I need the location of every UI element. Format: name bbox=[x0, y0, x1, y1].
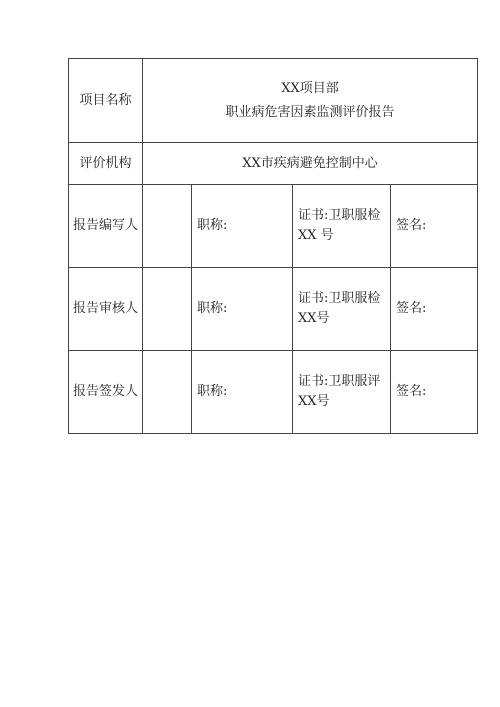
report-issuer-blank bbox=[143, 351, 192, 434]
report-reviewer-blank bbox=[143, 268, 192, 351]
report-writer-signature: 签名: bbox=[391, 185, 478, 268]
report-reviewer-title: 职称: bbox=[192, 268, 293, 351]
report-issuer-title: 职称: bbox=[192, 351, 293, 434]
report-issuer-row bbox=[69, 351, 478, 434]
report-writer-title: 职称: bbox=[192, 185, 293, 268]
project-name-line2: 职业病危害因素监测评价报告 bbox=[225, 104, 395, 120]
evaluation-org-value: XX市疾病避免控制中心 bbox=[143, 143, 478, 185]
report-writer-blank bbox=[143, 185, 192, 268]
report-issuer-label: 报告签发人 bbox=[69, 351, 143, 434]
project-name-label: 项目名称 bbox=[69, 59, 143, 143]
report-reviewer-signature: 签名: bbox=[391, 268, 478, 351]
report-reviewer-cert-line2: XX号 bbox=[298, 311, 330, 326]
evaluation-org-label: 评价机构 bbox=[69, 143, 143, 185]
report-issuer-signature: 签名: bbox=[391, 351, 478, 434]
project-name-row bbox=[69, 59, 478, 143]
report-writer-row bbox=[69, 185, 478, 268]
report-writer-cert-line2: XX 号 bbox=[298, 228, 334, 243]
report-writer-cert bbox=[293, 185, 391, 268]
report-reviewer-label: 报告审核人 bbox=[69, 268, 143, 351]
project-name-line1: XX项目部 bbox=[281, 80, 339, 96]
report-issuer-cert bbox=[293, 351, 391, 434]
report-issuer-cert-line2: XX号 bbox=[298, 394, 330, 409]
report-reviewer-row bbox=[69, 268, 478, 351]
report-reviewer-cert-line1: 证书:卫职服检 bbox=[298, 291, 381, 306]
report-info-table bbox=[68, 58, 478, 434]
report-writer-cert-line1: 证书:卫职服检 bbox=[298, 208, 381, 223]
report-writer-label: 报告编写人 bbox=[69, 185, 143, 268]
evaluation-org-row bbox=[69, 143, 478, 185]
report-reviewer-cert bbox=[293, 268, 391, 351]
report-issuer-cert-line1: 证书:卫职服评 bbox=[298, 374, 381, 389]
project-name-value bbox=[143, 59, 478, 143]
